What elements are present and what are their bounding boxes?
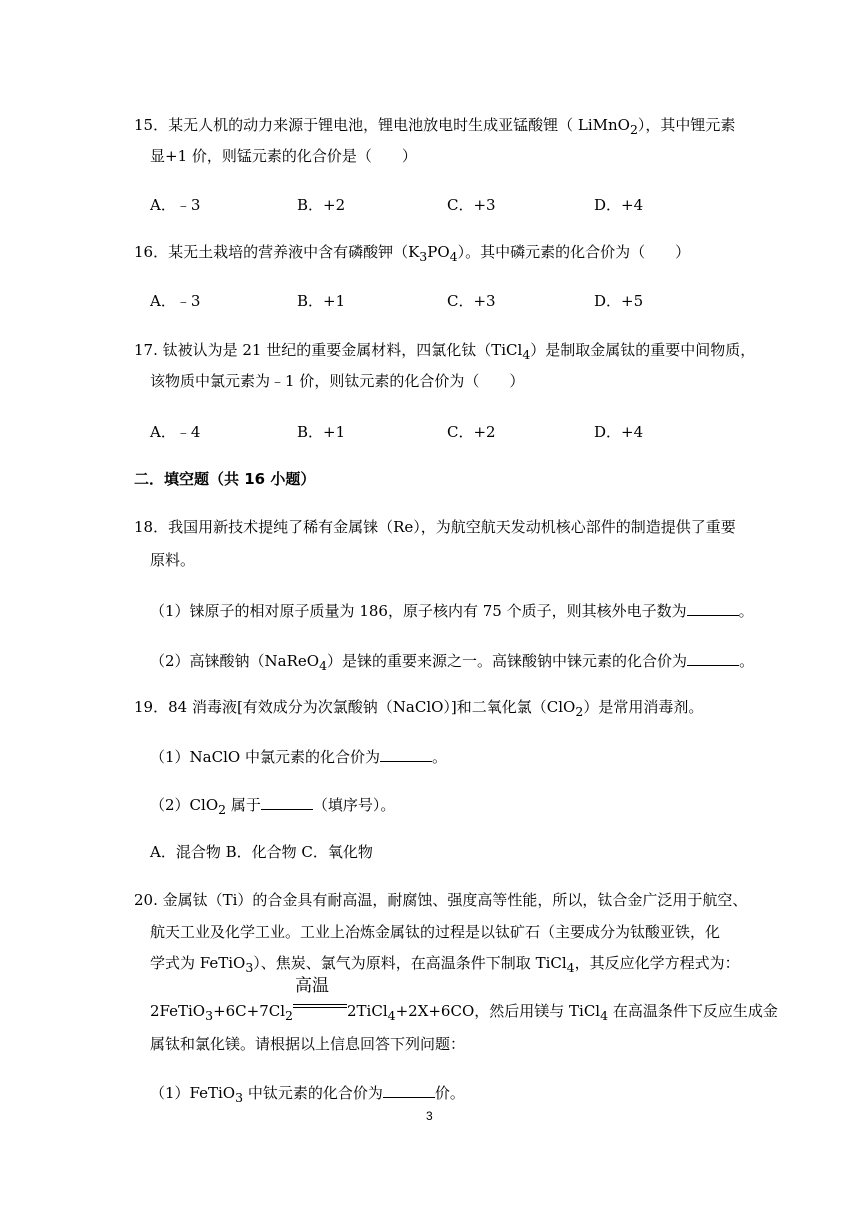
- q15-line1: 15．某无人机的动力来源于锂电池，锂电池放电时生成亚锰酸锂（ LiMnO$_2$），其中锂元素: [134, 116, 736, 137]
- q16-option-c: C．+3: [447, 292, 496, 310]
- q15-option-c: C．+3: [447, 196, 496, 214]
- q19-part1: （1）NaClO 中氯元素的化合价为 。: [150, 748, 447, 766]
- q18-part1: （1）铼原子的相对原子质量为 186，原子核内有 75 个质子，则其核外电子数为 。: [150, 602, 754, 620]
- q16-option-a: A．﹣3: [150, 292, 201, 310]
- q16-option-b: B．+1: [297, 292, 346, 310]
- reaction-condition: 高温: [293, 996, 347, 1016]
- q20-part1: （1）FeTiO$_3$ 中钛元素的化合价为 价。: [150, 1084, 465, 1105]
- q17-line2: 该物质中氯元素为﹣1 价，则钛元素的化合价为（ ）: [150, 372, 525, 390]
- q17-option-b: B．+1: [297, 423, 346, 441]
- q20-line3: 学式为 FeTiO$_3$）、焦炭、氯气为原料，在高温条件下制取 TiCl$_4$，其反应化学方程式为：: [150, 954, 740, 975]
- q19-line1: 19．84 消毒液[有效成分为次氯酸钠（NaClO）]和二氧化氯（ClO$_2$）是常用消毒剂。: [134, 698, 704, 719]
- answer-blank[interactable]: [687, 650, 739, 666]
- q17-line1: 17. 钛被认为是 21 世纪的重要金属材料，四氯化钛（TiCl$_4$）是制取金属钛的重要中间物质，: [134, 341, 756, 362]
- q20-equation: $2FeTiO_3+6C+7Cl_2$ 高温 2TiCl$_4$+2X+6CO，然后用镁与 TiCl$_4$ 在高温条件下反应生成金: [150, 976, 778, 1023]
- section-title: 二．填空题（共 16 小题）: [134, 470, 316, 488]
- q20-line5: 属钛和氯化镁。请根据以上信息回答下列问题：: [150, 1035, 466, 1053]
- q18-line1: 18．我国用新技术提纯了稀有金属铼（Re），为航空航天发动机核心部件的制造提供了重要: [134, 518, 736, 536]
- q18-line2: 原料。: [150, 551, 196, 569]
- q16-line1: 16．某无土栽培的营养液中含有磷酸钾$(K_3PO_4)$。其中磷元素的化合价为（ ）: [134, 243, 691, 264]
- answer-blank[interactable]: [261, 794, 313, 810]
- q17-option-c: C．+2: [447, 423, 496, 441]
- answer-blank[interactable]: [687, 600, 739, 616]
- q19-part2: （2）ClO$_2$ 属于 （填序号）。: [150, 796, 396, 817]
- q15-option-a: A．﹣3: [150, 196, 201, 214]
- q19-options: A．混合物 B．化合物 C．氧化物: [150, 843, 373, 861]
- q17-option-a: A．﹣4: [150, 423, 201, 441]
- q15-line2: 显+1 价，则锰元素的化合价是（ ）: [150, 147, 417, 165]
- q20-line2: 航天工业及化学工业。工业上冶炼金属钛的过程是以钛矿石（主要成分为钛酸亚铁，化: [150, 923, 721, 941]
- q20-line1: 20. 金属钛（Ti）的合金具有耐高温，耐腐蚀、强度高等性能，所以，钛合金广泛用于航空、: [134, 891, 748, 909]
- page-number: 3: [426, 1109, 433, 1123]
- answer-blank[interactable]: [383, 1082, 435, 1098]
- q15-option-d: D．+4: [594, 196, 644, 214]
- q15-option-b: B．+2: [297, 196, 346, 214]
- q16-option-d: D．+5: [594, 292, 644, 310]
- q17-option-d: D．+4: [594, 423, 644, 441]
- answer-blank[interactable]: [380, 746, 432, 762]
- q18-part2: （2）高铼酸钠（NaReO$_4$）是铼的重要来源之一。高铼酸钠中铼元素的化合价为 。: [150, 652, 755, 673]
